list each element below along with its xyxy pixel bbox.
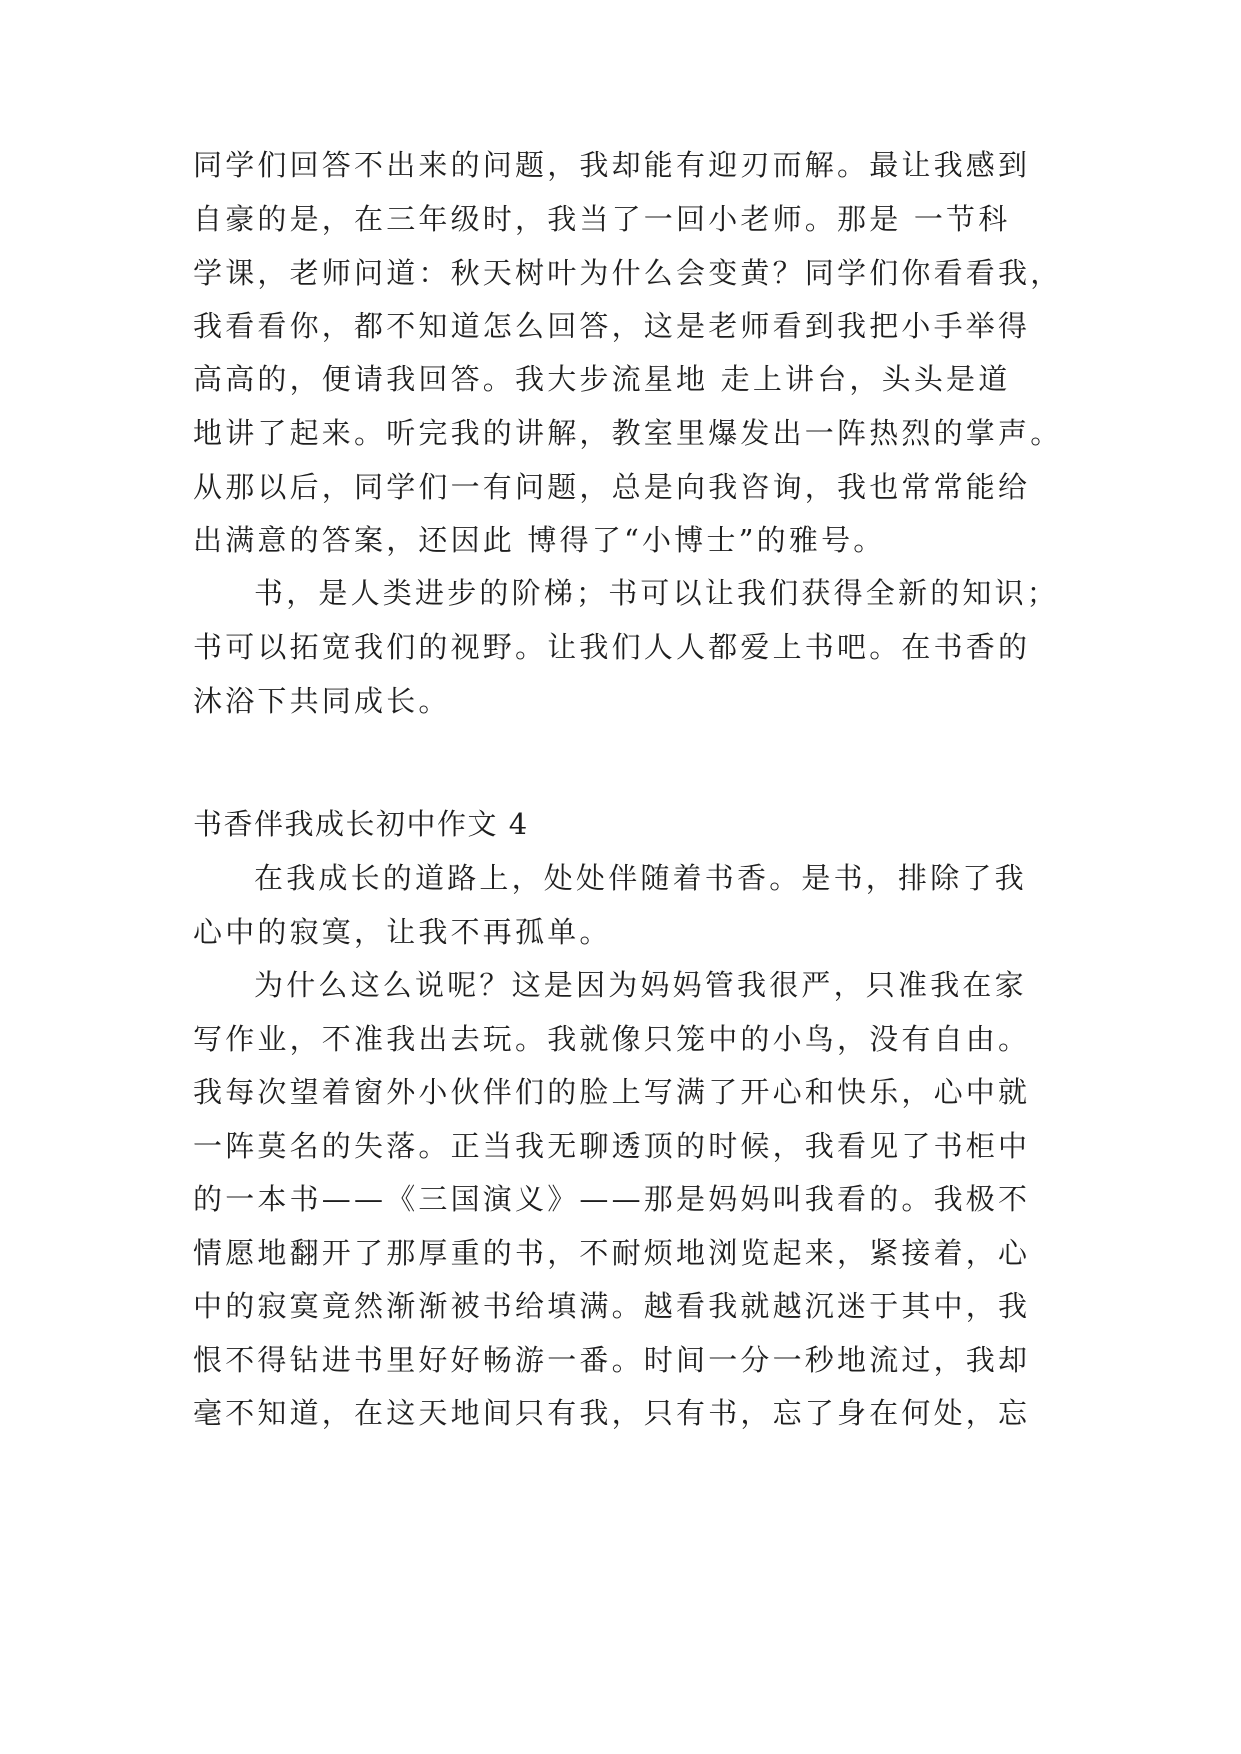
text-line: 从那以后，同学们一有问题，总是向我咨询，我也常常能给: [193, 470, 1031, 504]
text-line: 书，是人类进步的阶梯；书可以让我们获得全新的知识；: [254, 576, 1060, 610]
text-line: 书可以拓宽我们的视野。让我们人人都爱上书吧。在书香的: [193, 630, 1031, 664]
text-line: 情愿地翻开了那厚重的书，不耐烦地浏览起来，紧接着，心: [193, 1236, 1031, 1270]
section-title: 书香伴我成长初中作文 4: [193, 807, 529, 841]
text-line: 地讲了起来。听完我的讲解，教室里爆发出一阵热烈的掌声。: [193, 416, 1063, 450]
text-line: 同学们回答不出来的问题，我却能有迎刃而解。最让我感到: [193, 148, 1031, 182]
text-line: 学课，老师问道：秋天树叶为什么会变黄？同学们你看看我，: [193, 256, 1063, 290]
text-line: 我每次望着窗外小伙伴们的脸上写满了开心和快乐，心中就: [193, 1075, 1031, 1109]
text-line: 毫不知道，在这天地间只有我，只有书，忘了身在何处，忘: [193, 1396, 1031, 1430]
text-line: 为什么这么说呢？这是因为妈妈管我很严，只准我在家: [254, 968, 1027, 1002]
text-line: 我看看你，都不知道怎么回答，这是老师看到我把小手举得: [193, 309, 1031, 343]
text-line: 一阵莫名的失落。正当我无聊透顶的时候，我看见了书柜中: [193, 1129, 1031, 1163]
text-line: 恨不得钻进书里好好畅游一番。时间一分一秒地流过，我却: [193, 1343, 1031, 1377]
text-line: 沐浴下共同成长。: [193, 684, 451, 718]
text-line: 高高的，便请我回答。我大步流星地 走上讲台，头头是道: [193, 362, 1011, 396]
text-line: 心中的寂寞，让我不再孤单。: [193, 915, 612, 949]
text-line: 的一本书——《三国演义》——那是妈妈叫我看的。我极不: [193, 1182, 1031, 1216]
text-line: 中的寂寞竟然渐渐被书给填满。越看我就越沉迷于其中，我: [193, 1289, 1031, 1323]
text-line: 写作业，不准我出去玩。我就像只笼中的小鸟，没有自由。: [193, 1022, 1031, 1056]
text-line: 自豪的是，在三年级时，我当了一回小老师。那是 一节科: [193, 202, 1011, 236]
text-line: 在我成长的道路上，处处伴随着书香。是书，排除了我: [254, 861, 1027, 895]
text-line: 出满意的答案，还因此 博得了“小博士”的雅号。: [193, 523, 886, 557]
